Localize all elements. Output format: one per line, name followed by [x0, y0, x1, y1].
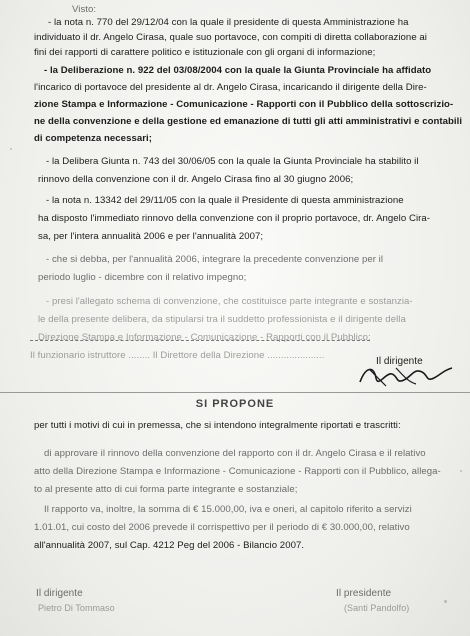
doc-line-11: - la nota n. 13342 del 29/11/05 con la quale il Presidente di questa amministrazione [46, 195, 404, 206]
doc-line-8: di competenza necessari; [34, 133, 152, 144]
footer-right-sub: (Santi Pandolfo) [344, 603, 410, 613]
footer-left-title: Il dirigente [36, 588, 83, 599]
scan-speck [444, 600, 447, 603]
doc-header: Visto: [72, 4, 97, 15]
doc-line-1: - la nota n. 770 del 29/12/04 con la quale il presidente di questa Amministrazione ha [48, 17, 409, 28]
scan-speck [460, 470, 462, 472]
doc-line-12: ha disposto l'immediato rinnovo della convenzione con il proprio portavoce, dr. Angelo Cira- [38, 213, 430, 224]
doc-line-3: fini dei rapporti di carattere politico e istituzionale con gli organi di informazione; [34, 47, 376, 58]
propone-line-4: Il rapporto va, inoltre, la somma di € 15.000,00, iva e oneri, al capitolo riferito a servizi [44, 504, 412, 515]
scan-speck [10, 148, 12, 150]
propone-line-6: all'annualità 2007, sul Cap. 4212 Peg del 2006 - Bilancio 2007. [34, 540, 305, 551]
doc-line-17: le della presente delibera, da stipularsi tra il suddetto professionista e il dirigente della [38, 314, 406, 325]
doc-line-9: - la Delibera Giunta n. 743 del 30/06/05 con la quale la Giunta Provinciale ha stabilito il [46, 156, 419, 167]
propone-title: SI PROPONE [195, 398, 275, 410]
propone-line-1: di approvare il rinnovo della convenzione del rapporto con il dr. Angelo Cirasa e il relativo [44, 448, 426, 459]
propone-line-5: 1.01.01, cui costo del 2006 prevede il corrispettivo per il periodo di € 30.000,00, relativo [34, 522, 410, 533]
dirigente-signature [356, 362, 456, 390]
propone-line-3: to al presente atto di cui forma parte integrante e sostanziale; [34, 484, 298, 495]
doc-line-2: individuato il dr. Angelo Cirasa, quale suo portavoce, con compiti di diretta collaborazione ai [34, 32, 427, 43]
doc-line-14: - che si debba, per l'annualità 2006, integrare la precedente convenzione per il [46, 254, 384, 265]
doc-line-13: sa, per l'intera annualità 2006 e per l'annualità 2007; [38, 231, 264, 242]
footer-right-title: Il presidente [336, 588, 392, 599]
sign-label: Il dirigente [376, 356, 423, 367]
doc-line-19: Il funzionario istruttore ........ Il Direttore della Direzione ..................... [30, 350, 325, 361]
section-divider [0, 392, 470, 393]
propone-intro: per tutti i motivi di cui in premessa, che si intendono integralmente riportati e trascritti: [34, 420, 401, 431]
doc-line-15: periodo luglio - dicembre con il relativo impegno; [38, 272, 247, 283]
doc-line-7: ne della convenzione e della gestione ed emanazione di tutti gli atti amministrativi e contabili [34, 116, 463, 127]
doc-line-6: zione Stampa e Informazione - Comunicazione - Rapporti con il Pubblico della sottoscrizio- [34, 99, 454, 110]
propone-line-2: atto della Direzione Stampa e Informazione - Comunicazione - Rapporti con il Pubblico, allega- [34, 466, 441, 477]
footer-left-sub: Pietro Di Tommaso [38, 603, 115, 613]
dashed-separator [30, 340, 370, 341]
doc-line-10: rinnovo della convenzione con il dr. Angelo Cirasa fino al 30 giugno 2006; [38, 174, 354, 185]
doc-line-18: Direzione Stampa e Informazione - Comunicazione - Rapporti con il Pubblico; [38, 332, 371, 343]
doc-line-16: - presi l'allegato schema di convenzione, che costituisce parte integrante e sostanzia- [46, 296, 413, 307]
doc-line-4: - la Deliberazione n. 922 del 03/08/2004 con la quale la Giunta Provinciale ha affidato [44, 65, 432, 76]
doc-line-5: l'incarico di portavoce del presidente al dr. Angelo Cirasa, incaricando il dirigente della Dire- [34, 82, 427, 93]
